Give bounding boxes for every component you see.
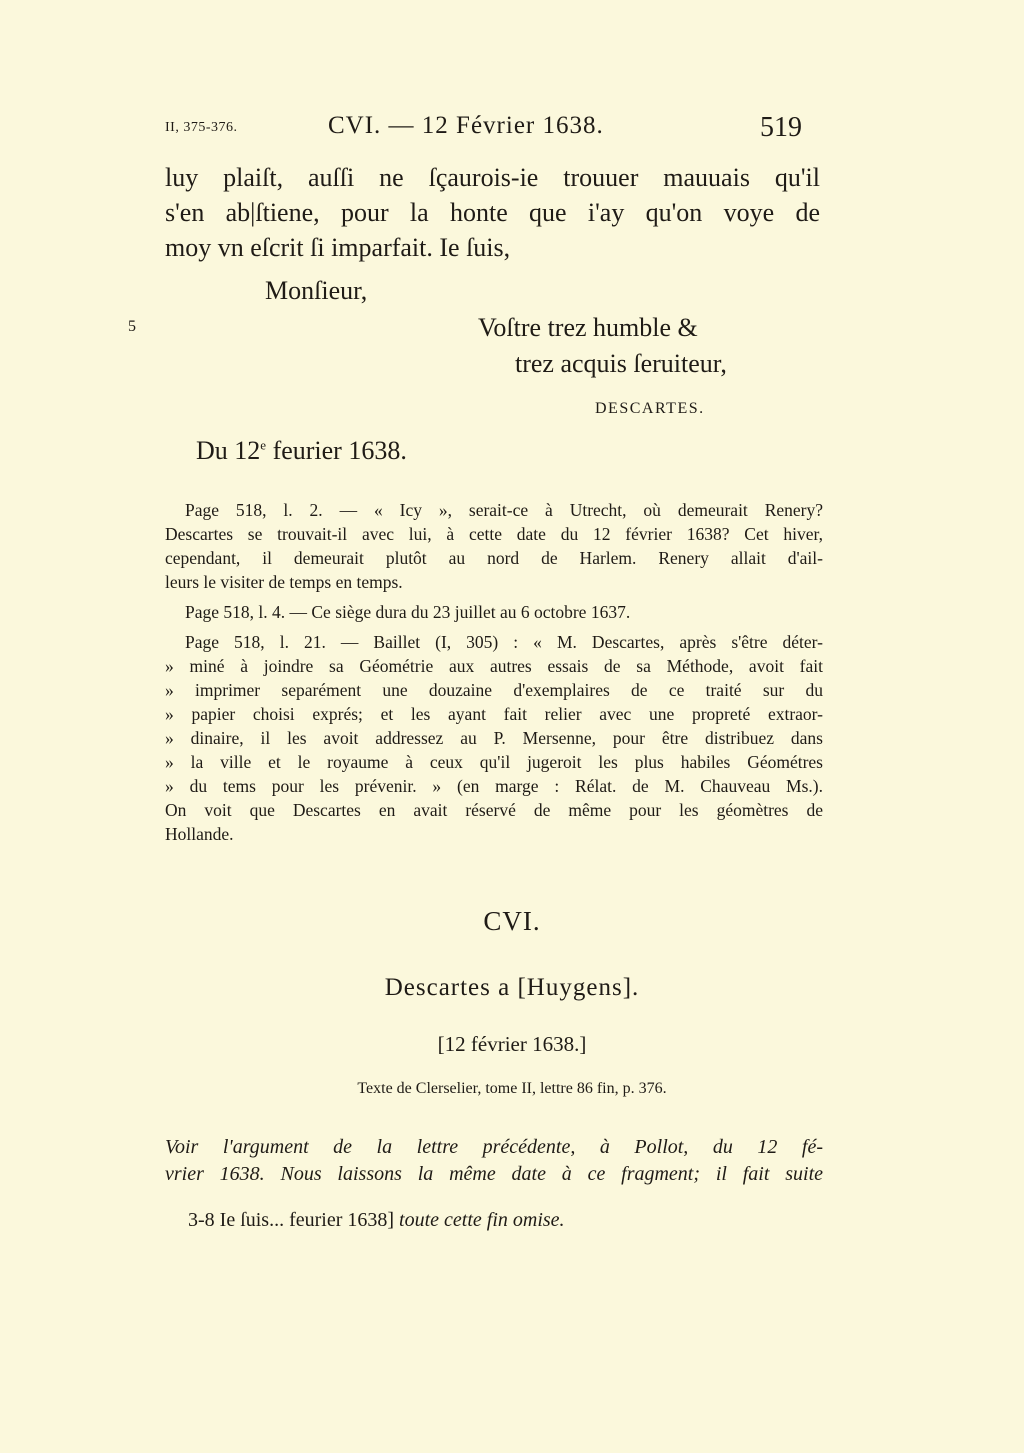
note-line: » la ville et le royaume à ceux qu'il jugeroit les plus habiles Géométres xyxy=(165,752,823,772)
header-volume-reference: II, 375-376. xyxy=(165,120,238,135)
note-line: » papier choisi exprés; et les ayant fait relier avec une propreté extraor- xyxy=(165,704,823,724)
note xyxy=(165,600,823,624)
closing-line: trez acquis ſeruiteur, xyxy=(515,349,727,378)
note xyxy=(165,630,823,846)
signature: DESCARTES. xyxy=(595,400,705,417)
letter-date-superscript: e xyxy=(260,437,267,453)
note-line: Page 518, l. 21. — Baillet (I, 305) : « M. Descartes, après s'être déter- xyxy=(185,632,823,652)
letter-number: CVI. xyxy=(483,906,541,936)
note-line: leurs le visiter de temps en temps. xyxy=(165,572,403,592)
header-title: CVI. — 12 Février 1638. xyxy=(328,112,604,139)
intro-line: vrier 1638. Nous laissons la même date à ce fragment; il fait suite xyxy=(165,1163,823,1185)
letter-line: s'en ab|ſtiene, pour la honte que i'ay qu'on voye de xyxy=(165,198,820,227)
letter-title: Descartes a [Huygens]. xyxy=(384,974,640,1001)
letter-body xyxy=(165,160,820,265)
note-line: » imprimer separément une douzaine d'exemplaires de ce traité sur du xyxy=(165,680,823,700)
note-line: » miné à joindre sa Géométrie aux autres essais de sa Méthode, avoit fait xyxy=(165,656,823,676)
variant-text: toute cette fin omise. xyxy=(394,1209,565,1231)
letter-line: moy vn eſcrit ſi imparfait. Ie ſuis, xyxy=(165,233,511,262)
intro-line: Voir l'argument de la lettre précédente, à Pollot, du 12 fé- xyxy=(165,1136,823,1158)
note-line: Descartes se trouvait-il avec lui, à cette date du 12 février 1638? Cet hiver, xyxy=(165,524,823,544)
note-line: » dinaire, il les avoit addressez au P. Mersenne, pour être distribuez dans xyxy=(165,728,823,748)
variant-footnote xyxy=(188,1209,565,1232)
editor-notes xyxy=(165,498,823,852)
note-line: Page 518, l. 4. — Ce siège dura du 23 juillet au 6 octobre 1637. xyxy=(185,602,631,622)
note-line: Page 518, l. 2. — « Icy », serait-ce à Utrecht, où demeurait Renery? xyxy=(185,500,823,520)
letter-date xyxy=(196,436,407,466)
letter-date-prefix: Du 12 xyxy=(196,436,261,465)
letter-date-heading: [12 février 1638.] xyxy=(437,1032,587,1056)
note-line: » du tems pour les prévenir. » (en marge : Rélat. de M. Chauveau Ms.). xyxy=(165,776,823,796)
letter-introduction xyxy=(165,1134,823,1188)
letter-line: luy plaiſt, auſſi ne ſçaurois-ie trouuer mauuais qu'il xyxy=(165,163,820,192)
variant-reference: 3-8 Ie ſuis... feurier 1638] xyxy=(188,1209,395,1231)
source-note: Texte de Clerselier, tome II, lettre 86 fin, p. 376. xyxy=(357,1080,667,1097)
note xyxy=(165,498,823,594)
note-line: cependant, il demeurait plutôt au nord de Harlem. Renery allait d'ail- xyxy=(165,548,823,568)
salutation: Monſieur, xyxy=(265,276,368,305)
closing-line: Voſtre trez humble & xyxy=(478,313,698,342)
note-line: On voit que Descartes en avait réservé de même pour les géomètres de xyxy=(165,800,823,820)
margin-line-number: 5 xyxy=(128,318,136,335)
letter-date-rest: feurier 1638. xyxy=(266,436,407,465)
page-number: 519 xyxy=(760,112,802,143)
note-line: Hollande. xyxy=(165,824,234,844)
